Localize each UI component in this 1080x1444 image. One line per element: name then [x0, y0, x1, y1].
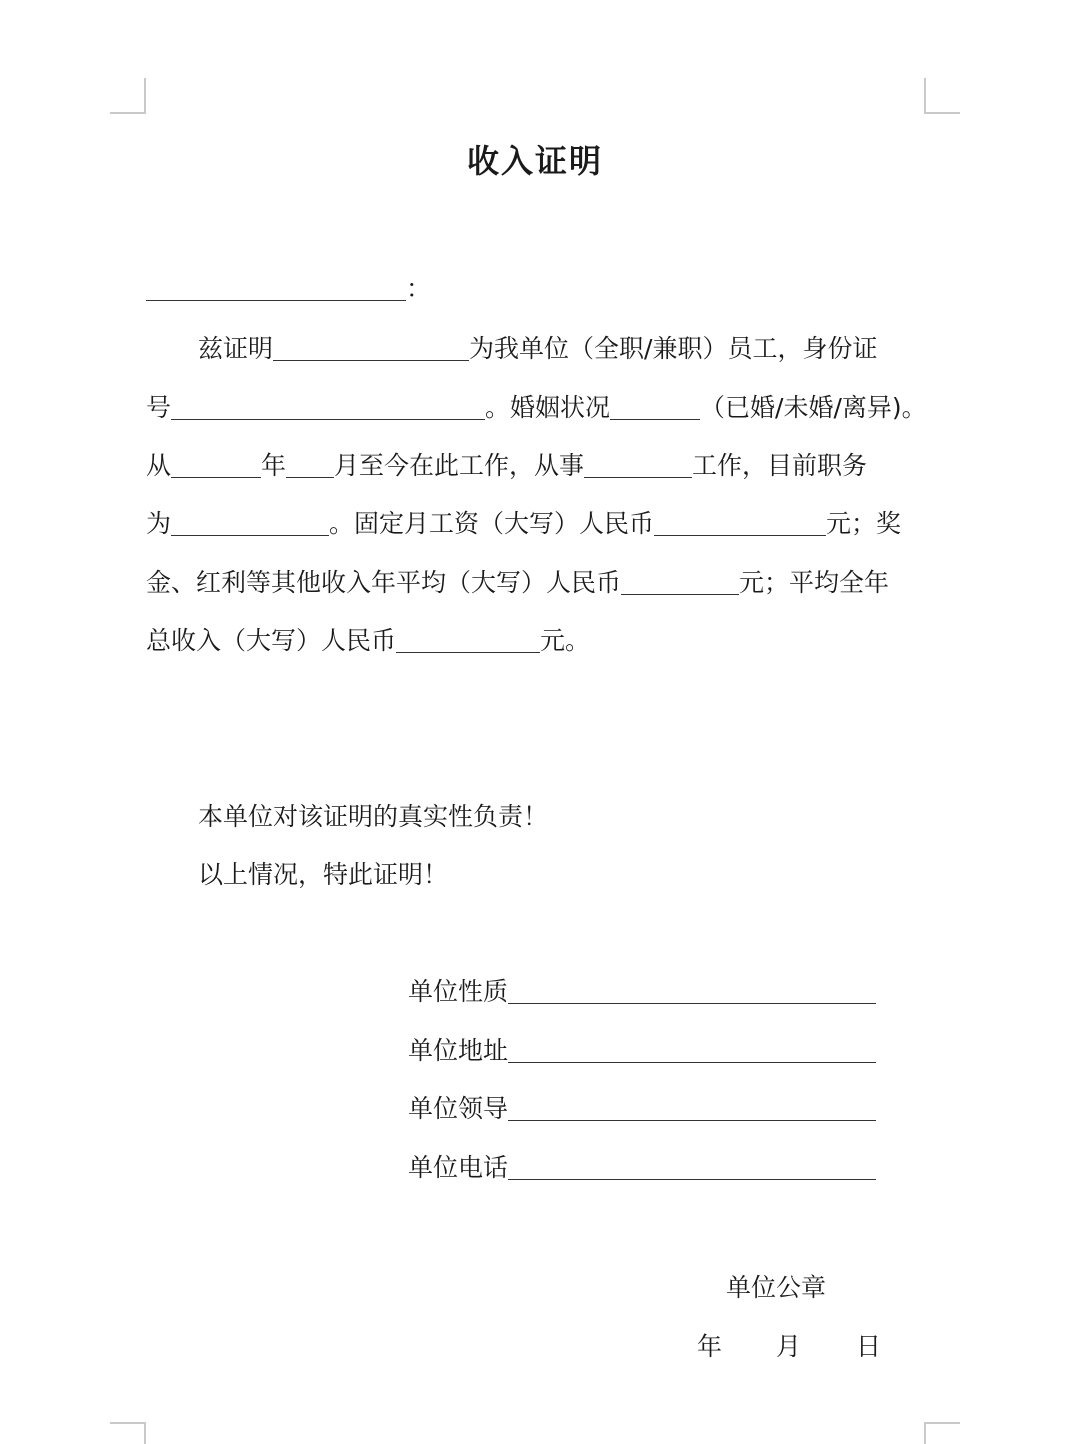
body-text: 从: [146, 451, 172, 480]
unit-phone-blank[interactable]: [508, 1153, 876, 1180]
field-unit-leader: [408, 1092, 876, 1126]
body-text: 元。: [540, 626, 591, 655]
work-type-blank[interactable]: [584, 451, 692, 478]
body-line-5: [146, 566, 889, 600]
authenticity-statement: 本单位对该证明的真实性负责！: [198, 802, 549, 831]
document-title: 收入证明: [466, 142, 603, 180]
date-day: 日: [856, 1332, 882, 1361]
field-unit-address: [408, 1034, 876, 1068]
body-line-4: [146, 507, 901, 541]
body-text: 元；奖: [826, 509, 902, 538]
body-line-3: [146, 449, 867, 483]
field-label: 单位领导: [408, 1094, 509, 1123]
body-text: 元；平均全年: [739, 568, 890, 597]
field-label: 单位地址: [408, 1036, 509, 1065]
unit-nature-blank[interactable]: [508, 977, 876, 1004]
unit-address-blank[interactable]: [508, 1036, 876, 1063]
body-text: 年: [261, 451, 287, 480]
body-text: 兹证明: [198, 334, 274, 363]
start-month-blank[interactable]: [286, 451, 334, 478]
total-income-blank[interactable]: [396, 626, 540, 653]
crop-mark-top-left: [110, 78, 146, 114]
body-text: 为我单位（全职/兼职）员工，身份证: [469, 334, 878, 363]
bonus-income-blank[interactable]: [621, 568, 739, 595]
start-year-blank[interactable]: [171, 451, 261, 478]
certification-statement: 以上情况，特此证明！: [198, 860, 449, 889]
body-text: 月至今在此工作，从事: [334, 451, 585, 480]
body-text: 金、红利等其他收入年平均（大写）人民币: [146, 568, 622, 597]
body-line-2: [146, 391, 927, 425]
field-unit-nature: [408, 975, 876, 1009]
body-text: 为: [146, 509, 172, 538]
body-text: 工作，目前职务: [692, 451, 868, 480]
body-text: 号: [146, 393, 172, 422]
position-blank[interactable]: [171, 509, 329, 536]
unit-leader-blank[interactable]: [508, 1094, 876, 1121]
monthly-salary-blank[interactable]: [654, 509, 826, 536]
date-month: 月: [776, 1332, 802, 1361]
salutation-line: [146, 272, 431, 306]
employee-name-blank[interactable]: [273, 334, 469, 361]
field-label: 单位电话: [408, 1153, 509, 1182]
field-unit-phone: [408, 1151, 876, 1185]
salutation-colon: ：: [406, 274, 432, 303]
body-text: （已婚/未婚/离异)。: [700, 393, 927, 422]
body-text: 。固定月工资（大写）人民币: [329, 509, 655, 538]
marital-status-blank[interactable]: [610, 393, 700, 420]
date-year: 年: [697, 1332, 723, 1361]
body-text: 总收入（大写）人民币: [146, 626, 397, 655]
field-label: 单位性质: [408, 977, 509, 1006]
body-line-6: [146, 624, 590, 658]
body-text: 。婚姻状况: [485, 393, 611, 422]
unit-seal-label: 单位公章: [726, 1273, 827, 1302]
id-number-blank[interactable]: [171, 393, 485, 420]
crop-mark-top-right: [924, 78, 960, 114]
addressee-blank[interactable]: [146, 274, 406, 301]
body-line-1: [198, 332, 877, 366]
